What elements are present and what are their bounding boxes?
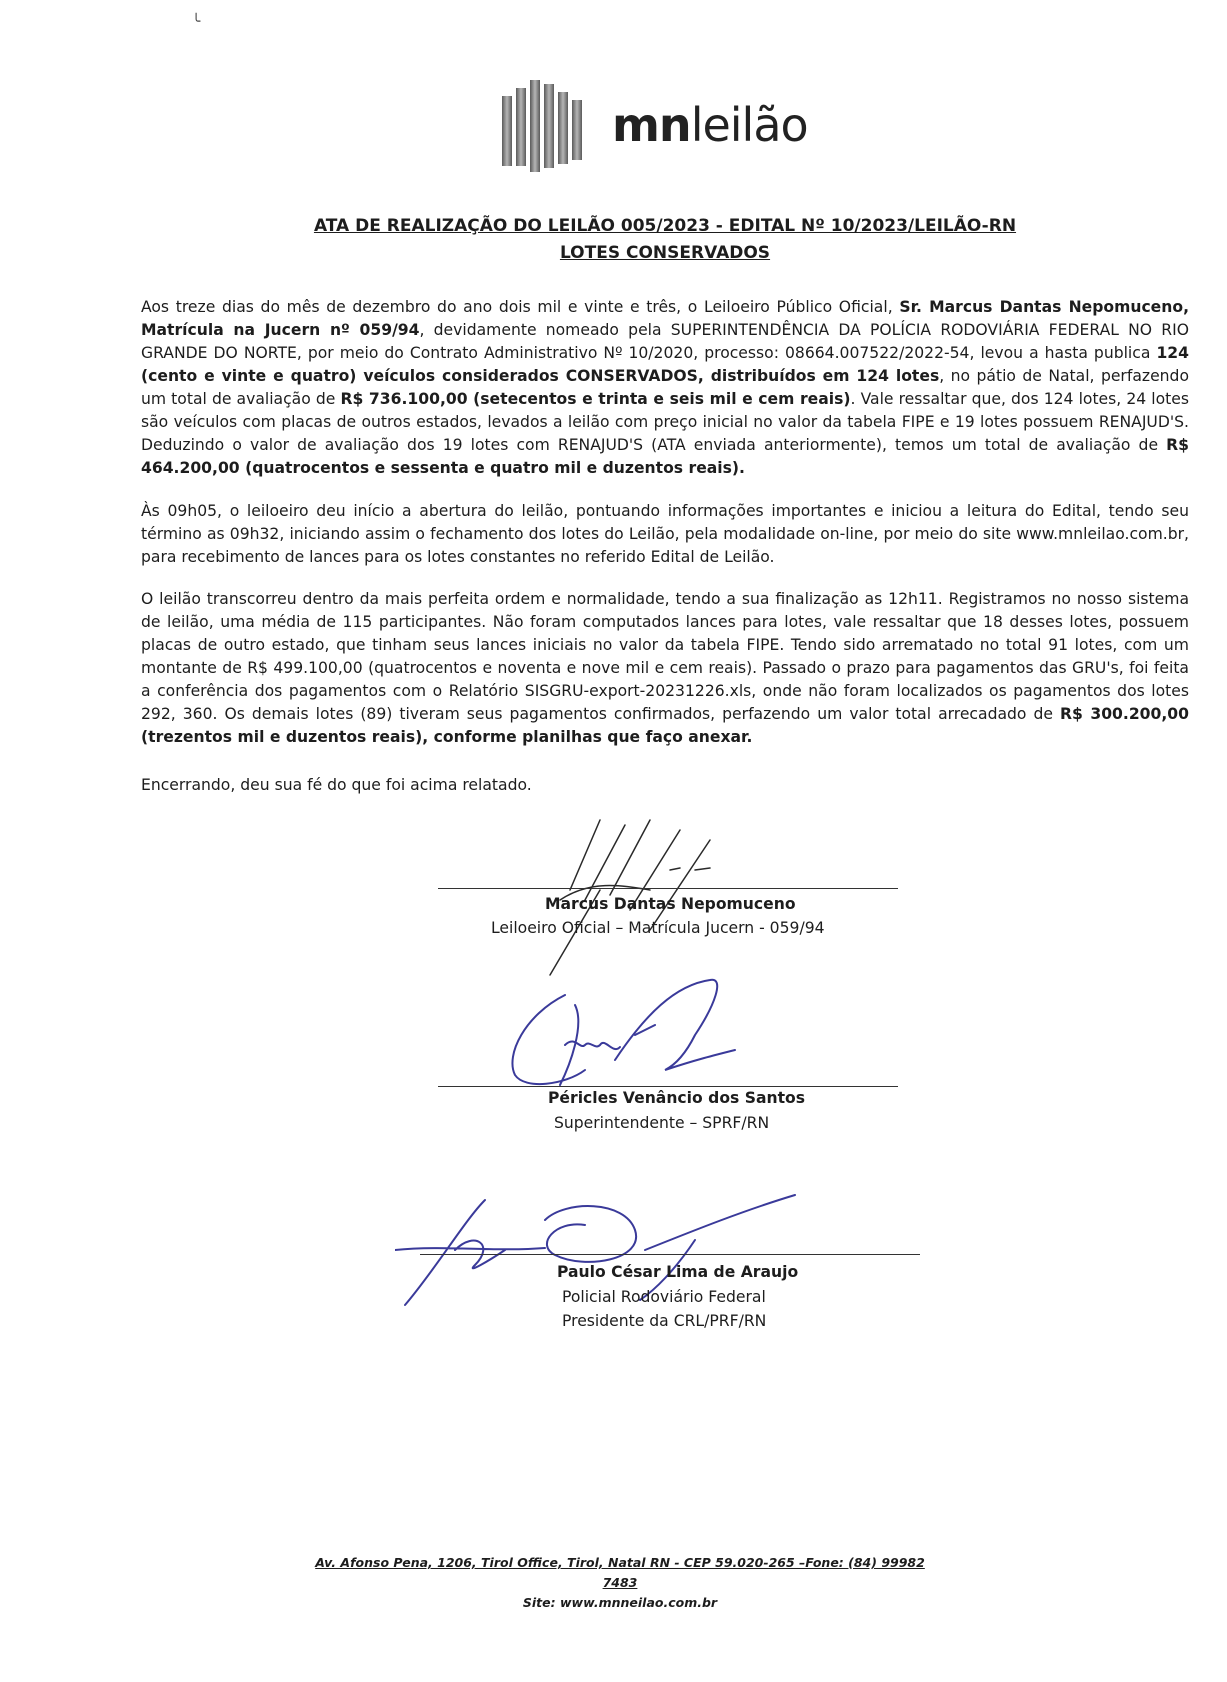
logo [500, 76, 840, 176]
signature-line-3 [420, 1254, 920, 1255]
signatory-role-3a: Policial Rodoviário Federal [562, 1288, 766, 1306]
paragraph-opening: Aos treze dias do mês de dezembro do ano dois mil e vinte e três, o Leiloeiro Público Oficial, Sr. Marcus Dantas Nepomuceno, Matrícula na Jucern nº 059/94, devidamente nomeado pela SUPERINTENDÊNCIA DA POLÍCIA RODOVIÁRIA FEDERAL NO RIO GRANDE DO NORTE, por meio do Contrato Administrativo Nº 10/2020, processo: 08664.007522/2022-54, levou a hasta publica 124 (cento e vinte e quatro) veículos considerados CONSERVADOS, distribuídos em 124 lotes, no pátio de Natal, perfazendo um total de avaliação de R$ 736.100,00 (setecentos e trinta e seis mil e cem reais). Vale ressaltar que, dos 124 lotes, 24 lotes são veículos com placas de outros estados, levados a leilão com preço inicial no valor da tabela FIPE e 19 lotes possuem RENAJUD'S. Deduzindo o valor de avaliação dos 19 lotes com RENAJUD'S (ATA enviada anteriormente), temos um total de avaliação de R$ 464.200,00 (quatrocentos e sessenta e quatro mil e duzentos reais). [141, 298, 1189, 477]
footer [300, 1553, 940, 1613]
logo-mark-icon [500, 76, 600, 176]
signature-line-1 [438, 888, 898, 889]
scan-speck: ╰ [192, 14, 201, 30]
signatory-role-3b: Presidente da CRL/PRF/RN [562, 1312, 767, 1330]
logo-wordmark: mnleilão [612, 98, 808, 152]
document-subtitle: LOTES CONSERVADOS [559, 243, 771, 263]
footer-address: Av. Afonso Pena, 1206, Tirol Office, Tirol, Natal RN - CEP 59.020-265 –Fone: (84) 99982 7483 [315, 1555, 925, 1590]
signatory-name-2: Péricles Venâncio dos Santos [548, 1089, 806, 1107]
footer-site: Site: www.mnneilao.com.br [522, 1595, 718, 1610]
signatory-name-3: Paulo César Lima de Araujo [557, 1263, 799, 1281]
paragraph-closing: Encerrando, deu sua fé do que foi acima relatado. [141, 776, 532, 794]
signatory-name-1: Marcus Dantas Nepomuceno [545, 895, 796, 913]
document-title: ATA DE REALIZAÇÃO DO LEILÃO 005/2023 - EDITAL Nº 10/2023/LEILÃO-RN [313, 216, 1017, 236]
handwritten-signature-1 [530, 790, 800, 980]
paragraph-opening-time: Às 09h05, o leiloeiro deu início a abertura do leilão, pontuando informações importantes e iniciou a leitura do Edital, tendo seu término as 09h32, iniciando assim o fechamento dos lotes do Leilão, pela modalidade on-line, por meio do site www.mnleilao.com.br, para recebimento de lances para os lotes constantes no referido Edital de Leilão. [141, 502, 1189, 566]
paragraph-results: O leilão transcorreu dentro da mais perfeita ordem e normalidade, tendo a sua finalização as 12h11. Registramos no nosso sistema de leilão, uma média de 115 participantes. Não foram computados lances para lotes, vale ressaltar que 18 desses lotes, possuem placas de outro estado, que tinham seus lances iniciais no valor da tabela FIPE. Tendo sido arrematado no total 91 lotes, com um montante de R$ 499.100,00 (quatrocentos e noventa e nove mil e cem reais). Passado o prazo para pagamentos das GRU's, foi feita a conferência dos pagamentos com o Relatório SISGRU-export-20231226.xls, onde não foram localizados os pagamentos dos lotes 292, 360. Os demais lotes (89) tiveram seus pagamentos confirmados, perfazendo um valor total arrecadado de R$ 300.200,00 (trezentos mil e duzentos reais), conforme planilhas que faço anexar. [141, 590, 1189, 746]
handwritten-signature-2 [505, 975, 765, 1100]
signatory-role-2: Superintendente – SPRF/RN [554, 1114, 770, 1132]
signatory-role-1: Leiloeiro Oficial – Matrícula Jucern - 059/94 [491, 919, 825, 937]
